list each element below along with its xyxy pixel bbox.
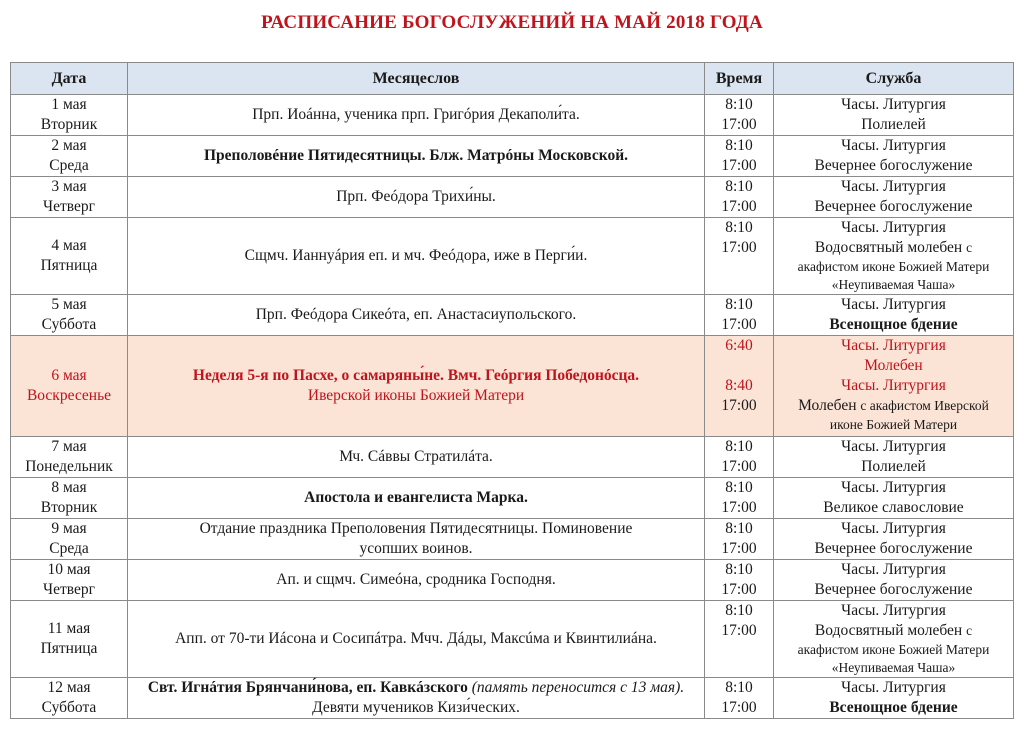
service-2-tail: с bbox=[966, 623, 973, 638]
time-cell bbox=[705, 601, 774, 678]
time-cell bbox=[705, 295, 774, 336]
service-cell bbox=[774, 136, 1014, 177]
time-cell bbox=[705, 177, 774, 218]
weekday: Вторник bbox=[40, 116, 98, 133]
time-1: 8:10 bbox=[725, 438, 753, 455]
day: 9 мая bbox=[51, 520, 87, 537]
date-cell bbox=[11, 177, 128, 218]
time-2: 17:00 bbox=[721, 116, 757, 133]
service-cell bbox=[774, 218, 1014, 295]
saints-rest: Девяти мучеников Кизи́ческих. bbox=[312, 699, 520, 716]
service-cell bbox=[774, 437, 1014, 478]
service-1: Часы. Литургия bbox=[841, 337, 946, 354]
saints-cell: Прп. Феóдора Сикеóта, еп. Анастасиупольского. bbox=[128, 295, 705, 336]
time-2: 17:00 bbox=[721, 316, 757, 333]
day: 1 мая bbox=[51, 96, 87, 113]
time-3: 17:00 bbox=[721, 397, 757, 414]
time-1: 8:10 bbox=[725, 679, 753, 696]
table-row bbox=[11, 478, 1014, 519]
day: 10 мая bbox=[47, 561, 91, 578]
weekday: Воскресенье bbox=[26, 387, 112, 404]
weekday: Вторник bbox=[40, 499, 98, 516]
weekday: Четверг bbox=[43, 581, 95, 598]
time-cell bbox=[705, 218, 774, 295]
service-2: Вечернее богослужение bbox=[814, 157, 973, 174]
table-row bbox=[11, 218, 1014, 295]
date-cell bbox=[11, 295, 128, 336]
service-cell bbox=[774, 560, 1014, 601]
service-cell bbox=[774, 601, 1014, 678]
time-cell bbox=[705, 678, 774, 719]
weekday: Четверг bbox=[43, 198, 95, 215]
time-cell bbox=[705, 478, 774, 519]
time-1: 8:10 bbox=[725, 96, 753, 113]
table-row bbox=[11, 601, 1014, 678]
service-1: Часы. Литургия bbox=[841, 561, 946, 578]
service-2 bbox=[777, 238, 1010, 258]
date-cell bbox=[11, 218, 128, 295]
time-2: 17:00 bbox=[721, 499, 757, 516]
table-row-holiday bbox=[11, 336, 1014, 437]
service-2: Вечернее богослужение bbox=[814, 198, 973, 215]
service-cell bbox=[774, 336, 1014, 437]
saints-cell: Апп. от 70-ти Иáсона и Сосипáтра. Мчч. Дáды, Максúма и Квинтилиáна. bbox=[128, 601, 705, 678]
service-4-main: Молебен bbox=[798, 397, 857, 414]
time-2: 17:00 bbox=[721, 157, 757, 174]
service-5: иконе Божией Матери bbox=[829, 417, 958, 432]
service-1: Часы. Литургия bbox=[841, 296, 946, 313]
weekday: Понедельник bbox=[25, 458, 113, 475]
saints-cell: Преполовéние Пятидесятницы. Блж. Матрóны Московской. bbox=[128, 136, 705, 177]
service-cell bbox=[774, 478, 1014, 519]
saints-cell: Прп. Иоáнна, ученика прп. Григóрия Декаполи́та. bbox=[128, 95, 705, 136]
table-header-row bbox=[11, 63, 1014, 95]
service-1: Часы. Литургия bbox=[841, 679, 946, 696]
date-cell bbox=[11, 601, 128, 678]
table-row bbox=[11, 95, 1014, 136]
saints-cell bbox=[128, 519, 705, 560]
day: 5 мая bbox=[51, 296, 87, 313]
time-1: 6:40 bbox=[725, 337, 753, 354]
saints-line-2: усопших воинов. bbox=[359, 540, 473, 557]
table-row bbox=[11, 437, 1014, 478]
time-1: 8:10 bbox=[725, 479, 753, 496]
time-1: 8:10 bbox=[725, 296, 753, 313]
service-4-tail: с акафистом Иверской bbox=[860, 398, 989, 413]
time-2: 17:00 bbox=[721, 622, 757, 639]
schedule-table bbox=[10, 62, 1014, 719]
service-2-main: Водосвятный молебен bbox=[814, 622, 963, 639]
time-1: 8:10 bbox=[725, 520, 753, 537]
service-2-tail: с bbox=[966, 240, 973, 255]
service-2: Вечернее богослужение bbox=[814, 540, 973, 557]
service-cell bbox=[774, 177, 1014, 218]
saints-note: (память переносится с 13 мая). bbox=[471, 679, 685, 696]
service-2: Молебен bbox=[864, 357, 923, 374]
service-cell bbox=[774, 678, 1014, 719]
table-row bbox=[11, 295, 1014, 336]
service-1: Часы. Литургия bbox=[841, 137, 946, 154]
service-1: Часы. Литургия bbox=[841, 602, 946, 619]
day: 2 мая bbox=[51, 137, 87, 154]
service-4: «Неупиваемая Чаша» bbox=[831, 277, 956, 292]
service-1: Часы. Литургия bbox=[841, 178, 946, 195]
weekday: Среда bbox=[49, 540, 89, 557]
service-2: Полиелей bbox=[861, 116, 926, 133]
date-cell bbox=[11, 136, 128, 177]
table-row bbox=[11, 560, 1014, 601]
date-cell bbox=[11, 478, 128, 519]
header-saints: Месяцеслов bbox=[128, 63, 705, 95]
time-2: 17:00 bbox=[721, 458, 757, 475]
time-cell bbox=[705, 336, 774, 437]
time-1: 8:10 bbox=[725, 178, 753, 195]
saints-cell bbox=[128, 336, 705, 437]
service-2 bbox=[777, 621, 1010, 641]
time-cell bbox=[705, 136, 774, 177]
service-2-main: Водосвятный молебен bbox=[814, 239, 963, 256]
service-cell bbox=[774, 295, 1014, 336]
service-1: Часы. Литургия bbox=[841, 479, 946, 496]
date-cell bbox=[11, 560, 128, 601]
date-cell bbox=[11, 519, 128, 560]
date-cell bbox=[11, 336, 128, 437]
service-2: Полиелей bbox=[861, 458, 926, 475]
service-3: Часы. Литургия bbox=[841, 377, 946, 394]
service-1: Часы. Литургия bbox=[841, 438, 946, 455]
time-1: 8:10 bbox=[725, 137, 753, 154]
time-cell bbox=[705, 437, 774, 478]
time-1: 8:10 bbox=[725, 219, 753, 236]
time-cell bbox=[705, 560, 774, 601]
service-2: Великое славословие bbox=[823, 499, 964, 516]
weekday: Пятница bbox=[40, 640, 98, 657]
saints-line-1: Отдание праздника Преполовения Пятидесятницы. Поминовение bbox=[199, 520, 633, 537]
time-2: 17:00 bbox=[721, 239, 757, 256]
date-cell bbox=[11, 678, 128, 719]
weekday: Суббота bbox=[41, 316, 97, 333]
page-title: РАСПИСАНИЕ БОГОСЛУЖЕНИЙ НА МАЙ 2018 ГОДА bbox=[261, 12, 763, 33]
day: 11 мая bbox=[47, 620, 91, 637]
day: 3 мая bbox=[51, 178, 87, 195]
time-cell bbox=[705, 95, 774, 136]
service-4: «Неупиваемая Чаша» bbox=[831, 660, 956, 675]
header-time: Время bbox=[705, 63, 774, 95]
service-3: акафистом иконе Божией Матери bbox=[797, 642, 990, 657]
header-date: Дата bbox=[11, 63, 128, 95]
saints-main: Неделя 5-я по Пасхе, о самаряны́не. Вмч. Геóргия Победонóсца. bbox=[192, 367, 640, 384]
service-1: Часы. Литургия bbox=[841, 520, 946, 537]
service-2: Всенощное бдение bbox=[829, 316, 958, 333]
time-2: 8:40 bbox=[725, 377, 753, 394]
day: 4 мая bbox=[51, 237, 87, 254]
service-4 bbox=[777, 396, 1010, 416]
table-row bbox=[11, 136, 1014, 177]
service-3: акафистом иконе Божией Матери bbox=[797, 259, 990, 274]
saints-cell: Мч. Сáввы Стратилáта. bbox=[128, 437, 705, 478]
time-1: 8:10 bbox=[725, 561, 753, 578]
service-cell bbox=[774, 519, 1014, 560]
time-2: 17:00 bbox=[721, 581, 757, 598]
saints-cell: Ап. и сщмч. Симеóна, сродника Господня. bbox=[128, 560, 705, 601]
day: 7 мая bbox=[51, 438, 87, 455]
weekday: Суббота bbox=[41, 699, 97, 716]
service-1: Часы. Литургия bbox=[841, 219, 946, 236]
time-2: 17:00 bbox=[721, 540, 757, 557]
table-row bbox=[11, 177, 1014, 218]
time-2: 17:00 bbox=[721, 699, 757, 716]
day: 12 мая bbox=[47, 679, 91, 696]
saints-extra: Иверской иконы Божией Матери bbox=[307, 387, 525, 404]
service-2: Вечернее богослужение bbox=[814, 581, 973, 598]
time-2: 17:00 bbox=[721, 198, 757, 215]
date-cell bbox=[11, 95, 128, 136]
header-service: Служба bbox=[774, 63, 1014, 95]
weekday: Пятница bbox=[40, 257, 98, 274]
time-1: 8:10 bbox=[725, 602, 753, 619]
weekday: Среда bbox=[49, 157, 89, 174]
service-cell bbox=[774, 95, 1014, 136]
date-cell bbox=[11, 437, 128, 478]
table-row bbox=[11, 519, 1014, 560]
saints-cell bbox=[128, 678, 705, 719]
saints-cell: Апостола и евангелиста Марка. bbox=[128, 478, 705, 519]
day: 6 мая bbox=[51, 367, 87, 384]
saints-cell: Сщмч. Ианнуáрия еп. и мч. Феóдора, иже в Перги́и. bbox=[128, 218, 705, 295]
table-row bbox=[11, 678, 1014, 719]
time-cell bbox=[705, 519, 774, 560]
day: 8 мая bbox=[51, 479, 87, 496]
service-1: Часы. Литургия bbox=[841, 96, 946, 113]
saints-main: Свт. Игнáтия Брянчани́нова, еп. Кавкáзского bbox=[147, 679, 468, 696]
service-2: Всенощное бдение bbox=[829, 699, 958, 716]
saints-cell: Прп. Феóдора Трихи́ны. bbox=[128, 177, 705, 218]
